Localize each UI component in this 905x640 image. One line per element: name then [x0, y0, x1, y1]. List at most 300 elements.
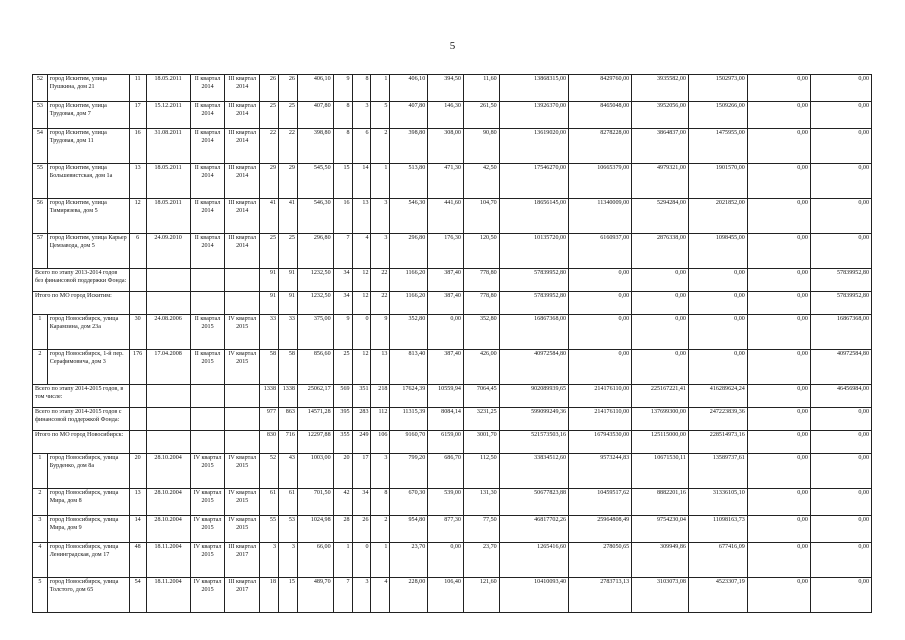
- address-cell: город Новосибирск, 1-й пер. Серафимовича, дом 3: [47, 350, 129, 385]
- document-number: 17: [129, 102, 146, 129]
- document-number: 13: [129, 489, 146, 516]
- fund-share: 9573244,83: [569, 454, 632, 489]
- area-private: 8084,14: [428, 408, 464, 431]
- empty-cell: [225, 292, 260, 315]
- rooms-total: 42: [333, 489, 352, 516]
- cost-total: 13926370,00: [499, 102, 568, 129]
- rooms-total: 8: [333, 129, 352, 164]
- area-municipal: 131,30: [463, 489, 499, 516]
- recognition-date: 28.10.2004: [146, 489, 190, 516]
- area-municipal: 11,60: [463, 75, 499, 102]
- area-municipal: 261,50: [463, 102, 499, 129]
- region-share: 125115000,00: [632, 431, 689, 454]
- rooms-private: 3: [352, 102, 371, 129]
- extra-share: 0,00: [747, 408, 810, 431]
- cost-total: 46817702,26: [499, 516, 568, 543]
- document-number: 30: [129, 315, 146, 350]
- area-total: 1024,98: [297, 516, 333, 543]
- region-share: 3952056,00: [632, 102, 689, 129]
- recognition-date: 17.04.2008: [146, 350, 190, 385]
- area-private: 686,70: [428, 454, 464, 489]
- residents-count: 1338: [260, 385, 279, 408]
- nonfund-share: 0,00: [810, 164, 871, 199]
- cost-total: 13868315,00: [499, 75, 568, 102]
- rooms-private: 8: [352, 75, 371, 102]
- row-number: 56: [33, 199, 48, 234]
- nonfund-share: 0,00: [810, 489, 871, 516]
- region-share: 4979321,00: [632, 164, 689, 199]
- housing-program-table: [32, 74, 872, 613]
- document-number: 20: [129, 454, 146, 489]
- area-private: 387,40: [428, 350, 464, 385]
- resettled-count: 25: [278, 234, 297, 269]
- resettled-count: 91: [278, 292, 297, 315]
- rooms-total: 16: [333, 199, 352, 234]
- area-resettled: 352,80: [390, 315, 428, 350]
- empty-cell: [146, 292, 190, 315]
- extra-share: 0,00: [747, 164, 810, 199]
- recognition-date: 18.05.2011: [146, 164, 190, 199]
- recognition-date: 24.09.2010: [146, 234, 190, 269]
- area-private: 387,40: [428, 292, 464, 315]
- area-resettled: 228,00: [390, 578, 428, 613]
- area-total: 406,10: [297, 75, 333, 102]
- resettled-count: 41: [278, 199, 297, 234]
- table-row: [33, 516, 872, 543]
- summary-row: [33, 269, 872, 292]
- area-private: 106,40: [428, 578, 464, 613]
- region-share: 3103073,08: [632, 578, 689, 613]
- row-number: 2: [33, 489, 48, 516]
- cost-total: 50677823,88: [499, 489, 568, 516]
- local-share: 1502973,00: [688, 75, 747, 102]
- area-private: 387,40: [428, 269, 464, 292]
- region-share: 0,00: [632, 315, 689, 350]
- nonfund-share: 0,00: [810, 75, 871, 102]
- rooms-private: 0: [352, 543, 371, 578]
- address-cell: город Искитим, улица Большевистская, дом 1а: [47, 164, 129, 199]
- page-number: 5: [449, 40, 456, 52]
- area-municipal: 426,00: [463, 350, 499, 385]
- cost-total: 10135720,00: [499, 234, 568, 269]
- fund-share: 25964808,49: [569, 516, 632, 543]
- region-share: 3935582,00: [632, 75, 689, 102]
- area-private: 10559,94: [428, 385, 464, 408]
- rooms-total: 7: [333, 234, 352, 269]
- local-share: 677416,09: [688, 543, 747, 578]
- rooms-municipal: 4: [371, 578, 390, 613]
- table-row: [33, 102, 872, 129]
- document-number: 11: [129, 75, 146, 102]
- resettled-count: 58: [278, 350, 297, 385]
- region-share: 0,00: [632, 269, 689, 292]
- resettled-count: 61: [278, 489, 297, 516]
- local-share: 2021852,00: [688, 199, 747, 234]
- rooms-private: 34: [352, 489, 371, 516]
- planned-end: IV квартал 2015: [225, 350, 260, 385]
- nonfund-share: 40972584,80: [810, 350, 871, 385]
- cost-total: 18656145,00: [499, 199, 568, 234]
- nonfund-share: 0,00: [810, 199, 871, 234]
- address-cell: город Новосибирск, улица Бурденко, дом 8а: [47, 454, 129, 489]
- fund-share: 214176110,00: [569, 385, 632, 408]
- area-total: 489,70: [297, 578, 333, 613]
- empty-cell: [129, 431, 146, 454]
- row-number: 1: [33, 454, 48, 489]
- nonfund-share: 0,00: [810, 234, 871, 269]
- planned-start: IV квартал 2015: [190, 543, 225, 578]
- rooms-municipal: 1: [371, 164, 390, 199]
- region-share: 225167221,41: [632, 385, 689, 408]
- rooms-total: 9: [333, 315, 352, 350]
- residents-count: 41: [260, 199, 279, 234]
- summary-row: [33, 408, 872, 431]
- area-resettled: 513,80: [390, 164, 428, 199]
- planned-start: IV квартал 2015: [190, 454, 225, 489]
- empty-cell: [146, 431, 190, 454]
- cost-total: 521573503,16: [499, 431, 568, 454]
- region-share: 8882201,16: [632, 489, 689, 516]
- recognition-date: 24.08.2006: [146, 315, 190, 350]
- planned-end: IV квартал 2015: [225, 454, 260, 489]
- empty-cell: [190, 292, 225, 315]
- cost-total: 13619020,00: [499, 129, 568, 164]
- planned-start: IV квартал 2015: [190, 516, 225, 543]
- rooms-total: 34: [333, 269, 352, 292]
- summary-row: [33, 431, 872, 454]
- fund-share: 0,00: [569, 269, 632, 292]
- local-share: 13589737,61: [688, 454, 747, 489]
- residents-count: 55: [260, 516, 279, 543]
- fund-share: 214176110,00: [569, 408, 632, 431]
- empty-cell: [190, 431, 225, 454]
- area-municipal: 120,50: [463, 234, 499, 269]
- planned-end: III квартал 2014: [225, 129, 260, 164]
- area-resettled: 407,80: [390, 102, 428, 129]
- area-total: 1232,50: [297, 292, 333, 315]
- rooms-municipal: 9: [371, 315, 390, 350]
- rooms-private: 13: [352, 199, 371, 234]
- local-share: 31336105,10: [688, 489, 747, 516]
- residents-count: 22: [260, 129, 279, 164]
- recognition-date: 18.11.2004: [146, 578, 190, 613]
- fund-share: 2783713,13: [569, 578, 632, 613]
- area-total: 12297,88: [297, 431, 333, 454]
- rooms-municipal: 13: [371, 350, 390, 385]
- rooms-total: 569: [333, 385, 352, 408]
- document-number: 54: [129, 578, 146, 613]
- rooms-total: 1: [333, 543, 352, 578]
- rooms-municipal: 3: [371, 234, 390, 269]
- empty-cell: [190, 269, 225, 292]
- area-resettled: 296,80: [390, 234, 428, 269]
- area-private: 539,00: [428, 489, 464, 516]
- rooms-municipal: 1: [371, 543, 390, 578]
- area-total: 1232,50: [297, 269, 333, 292]
- area-private: 877,30: [428, 516, 464, 543]
- cost-total: 16867368,00: [499, 315, 568, 350]
- table-row: [33, 350, 872, 385]
- extra-share: 0,00: [747, 129, 810, 164]
- area-municipal: 42,50: [463, 164, 499, 199]
- planned-start: II квартал 2014: [190, 129, 225, 164]
- region-share: 5294284,00: [632, 199, 689, 234]
- rooms-total: 395: [333, 408, 352, 431]
- planned-start: II квартал 2014: [190, 199, 225, 234]
- summary-label: Всего по этапу 2013-2014 годов без финансовой поддержки Фонда:: [33, 269, 130, 292]
- document-number: 6: [129, 234, 146, 269]
- area-total: 856,60: [297, 350, 333, 385]
- planned-end: III квартал 2014: [225, 75, 260, 102]
- row-number: 52: [33, 75, 48, 102]
- rooms-private: 249: [352, 431, 371, 454]
- table-row: [33, 489, 872, 516]
- rooms-municipal: 22: [371, 292, 390, 315]
- table-row: [33, 578, 872, 613]
- table-row: [33, 129, 872, 164]
- nonfund-share: 57839952,80: [810, 292, 871, 315]
- extra-share: 0,00: [747, 431, 810, 454]
- residents-count: 25: [260, 234, 279, 269]
- rooms-total: 20: [333, 454, 352, 489]
- area-resettled: 406,10: [390, 75, 428, 102]
- table-row: [33, 454, 872, 489]
- region-share: 0,00: [632, 350, 689, 385]
- address-cell: город Новосибирск, улица Мира, дом 9: [47, 516, 129, 543]
- row-number: 57: [33, 234, 48, 269]
- extra-share: 0,00: [747, 199, 810, 234]
- area-total: 407,80: [297, 102, 333, 129]
- address-cell: город Новосибирск, улица Карамзина, дом 23а: [47, 315, 129, 350]
- row-number: 55: [33, 164, 48, 199]
- local-share: 0,00: [688, 292, 747, 315]
- cost-total: 10410093,40: [499, 578, 568, 613]
- summary-label: Итого по МО город Искитим:: [33, 292, 130, 315]
- extra-share: 0,00: [747, 489, 810, 516]
- rooms-total: 355: [333, 431, 352, 454]
- residents-count: 18: [260, 578, 279, 613]
- fund-share: 278050,65: [569, 543, 632, 578]
- planned-end: III квартал 2014: [225, 102, 260, 129]
- rooms-private: 0: [352, 315, 371, 350]
- area-municipal: 23,70: [463, 543, 499, 578]
- summary-row: [33, 385, 872, 408]
- planned-start: II квартал 2014: [190, 234, 225, 269]
- region-share: 137699300,00: [632, 408, 689, 431]
- row-number: 53: [33, 102, 48, 129]
- residents-count: 91: [260, 269, 279, 292]
- fund-share: 6160937,00: [569, 234, 632, 269]
- local-share: 0,00: [688, 269, 747, 292]
- extra-share: 0,00: [747, 543, 810, 578]
- extra-share: 0,00: [747, 292, 810, 315]
- address-cell: город Новосибирск, улица Толстого, дом 65: [47, 578, 129, 613]
- extra-share: 0,00: [747, 578, 810, 613]
- empty-cell: [190, 408, 225, 431]
- nonfund-share: 0,00: [810, 454, 871, 489]
- area-private: 308,00: [428, 129, 464, 164]
- planned-end: III квартал 2014: [225, 199, 260, 234]
- rooms-total: 34: [333, 292, 352, 315]
- rooms-private: 12: [352, 269, 371, 292]
- planned-end: III квартал 2017: [225, 578, 260, 613]
- resettled-count: 33: [278, 315, 297, 350]
- cost-total: 40972584,80: [499, 350, 568, 385]
- area-municipal: 352,80: [463, 315, 499, 350]
- document-number: 48: [129, 543, 146, 578]
- area-private: 146,30: [428, 102, 464, 129]
- resettled-count: 15: [278, 578, 297, 613]
- planned-end: IV квартал 2015: [225, 315, 260, 350]
- extra-share: 0,00: [747, 454, 810, 489]
- address-cell: город Искитим, улица Тимирязева, дом 5: [47, 199, 129, 234]
- area-resettled: 799,20: [390, 454, 428, 489]
- area-resettled: 954,80: [390, 516, 428, 543]
- document-number: 13: [129, 164, 146, 199]
- address-cell: город Искитим, улица Трудовая, дом 7: [47, 102, 129, 129]
- nonfund-share: 0,00: [810, 516, 871, 543]
- area-resettled: 1166,20: [390, 269, 428, 292]
- nonfund-share: 0,00: [810, 129, 871, 164]
- planned-start: II квартал 2014: [190, 164, 225, 199]
- cost-total: 33834512,60: [499, 454, 568, 489]
- recognition-date: 28.10.2004: [146, 454, 190, 489]
- area-municipal: 112,50: [463, 454, 499, 489]
- nonfund-share: 0,00: [810, 431, 871, 454]
- rooms-municipal: 2: [371, 129, 390, 164]
- area-private: 6159,00: [428, 431, 464, 454]
- empty-cell: [129, 269, 146, 292]
- rooms-total: 25: [333, 350, 352, 385]
- area-resettled: 23,70: [390, 543, 428, 578]
- region-share: 10671530,11: [632, 454, 689, 489]
- planned-end: IV квартал 2015: [225, 516, 260, 543]
- rooms-private: 283: [352, 408, 371, 431]
- planned-end: III квартал 2014: [225, 234, 260, 269]
- region-share: 2876338,00: [632, 234, 689, 269]
- recognition-date: 18.11.2004: [146, 543, 190, 578]
- rooms-private: 26: [352, 516, 371, 543]
- residents-count: 3: [260, 543, 279, 578]
- area-resettled: 1166,20: [390, 292, 428, 315]
- area-total: 25062,17: [297, 385, 333, 408]
- local-share: 1901570,00: [688, 164, 747, 199]
- row-number: 4: [33, 543, 48, 578]
- table-row: [33, 543, 872, 578]
- local-share: 0,00: [688, 350, 747, 385]
- area-private: 0,00: [428, 543, 464, 578]
- region-share: 3864837,00: [632, 129, 689, 164]
- document-number: 12: [129, 199, 146, 234]
- local-share: 1509266,00: [688, 102, 747, 129]
- fund-share: 10459517,62: [569, 489, 632, 516]
- area-municipal: 778,80: [463, 269, 499, 292]
- cost-total: 57839952,80: [499, 269, 568, 292]
- fund-share: 8278228,00: [569, 129, 632, 164]
- extra-share: 0,00: [747, 102, 810, 129]
- nonfund-share: 46456984,00: [810, 385, 871, 408]
- extra-share: 0,00: [747, 269, 810, 292]
- region-share: 0,00: [632, 292, 689, 315]
- area-total: 1003,00: [297, 454, 333, 489]
- resettled-count: 3: [278, 543, 297, 578]
- extra-share: 0,00: [747, 350, 810, 385]
- cost-total: 902089939,65: [499, 385, 568, 408]
- cost-total: 17546270,00: [499, 164, 568, 199]
- empty-cell: [225, 385, 260, 408]
- residents-count: 91: [260, 292, 279, 315]
- fund-share: 167943530,00: [569, 431, 632, 454]
- rooms-municipal: 112: [371, 408, 390, 431]
- area-resettled: 9160,70: [390, 431, 428, 454]
- residents-count: 33: [260, 315, 279, 350]
- extra-share: 0,00: [747, 75, 810, 102]
- address-cell: город Искитим, улица Пушкина, дом 21: [47, 75, 129, 102]
- empty-cell: [146, 408, 190, 431]
- resettled-count: 22: [278, 129, 297, 164]
- local-share: 4523307,19: [688, 578, 747, 613]
- empty-cell: [225, 269, 260, 292]
- nonfund-share: 16867368,00: [810, 315, 871, 350]
- table-row: [33, 234, 872, 269]
- area-private: 176,30: [428, 234, 464, 269]
- area-private: 471,30: [428, 164, 464, 199]
- resettled-count: 716: [278, 431, 297, 454]
- rooms-total: 8: [333, 102, 352, 129]
- nonfund-share: 0,00: [810, 543, 871, 578]
- local-share: 11098163,73: [688, 516, 747, 543]
- table-row: [33, 315, 872, 350]
- fund-share: 0,00: [569, 292, 632, 315]
- row-number: 1: [33, 315, 48, 350]
- area-resettled: 17624,39: [390, 385, 428, 408]
- fund-share: 10665379,00: [569, 164, 632, 199]
- rooms-private: 14: [352, 164, 371, 199]
- empty-cell: [146, 385, 190, 408]
- area-municipal: 3001,70: [463, 431, 499, 454]
- rooms-total: 15: [333, 164, 352, 199]
- region-share: 9754230,04: [632, 516, 689, 543]
- nonfund-share: 57839952,80: [810, 269, 871, 292]
- local-share: 0,00: [688, 315, 747, 350]
- region-share: 309949,86: [632, 543, 689, 578]
- residents-count: 61: [260, 489, 279, 516]
- address-cell: город Искитим, улица Трудовая, дом 11: [47, 129, 129, 164]
- resettled-count: 863: [278, 408, 297, 431]
- empty-cell: [129, 292, 146, 315]
- table-row: [33, 164, 872, 199]
- residents-count: 26: [260, 75, 279, 102]
- rooms-total: 28: [333, 516, 352, 543]
- area-total: 14571,28: [297, 408, 333, 431]
- local-share: 416289624,24: [688, 385, 747, 408]
- rooms-municipal: 2: [371, 516, 390, 543]
- planned-start: II квартал 2014: [190, 75, 225, 102]
- planned-start: II квартал 2014: [190, 102, 225, 129]
- summary-label: Итого по МО город Новосибирск:: [33, 431, 130, 454]
- area-resettled: 398,80: [390, 129, 428, 164]
- area-municipal: 7064,45: [463, 385, 499, 408]
- empty-cell: [225, 408, 260, 431]
- local-share: 247223839,36: [688, 408, 747, 431]
- area-private: 441,60: [428, 199, 464, 234]
- residents-count: 29: [260, 164, 279, 199]
- rooms-municipal: 5: [371, 102, 390, 129]
- row-number: 5: [33, 578, 48, 613]
- fund-share: 0,00: [569, 350, 632, 385]
- recognition-date: 28.10.2004: [146, 516, 190, 543]
- area-private: 0,00: [428, 315, 464, 350]
